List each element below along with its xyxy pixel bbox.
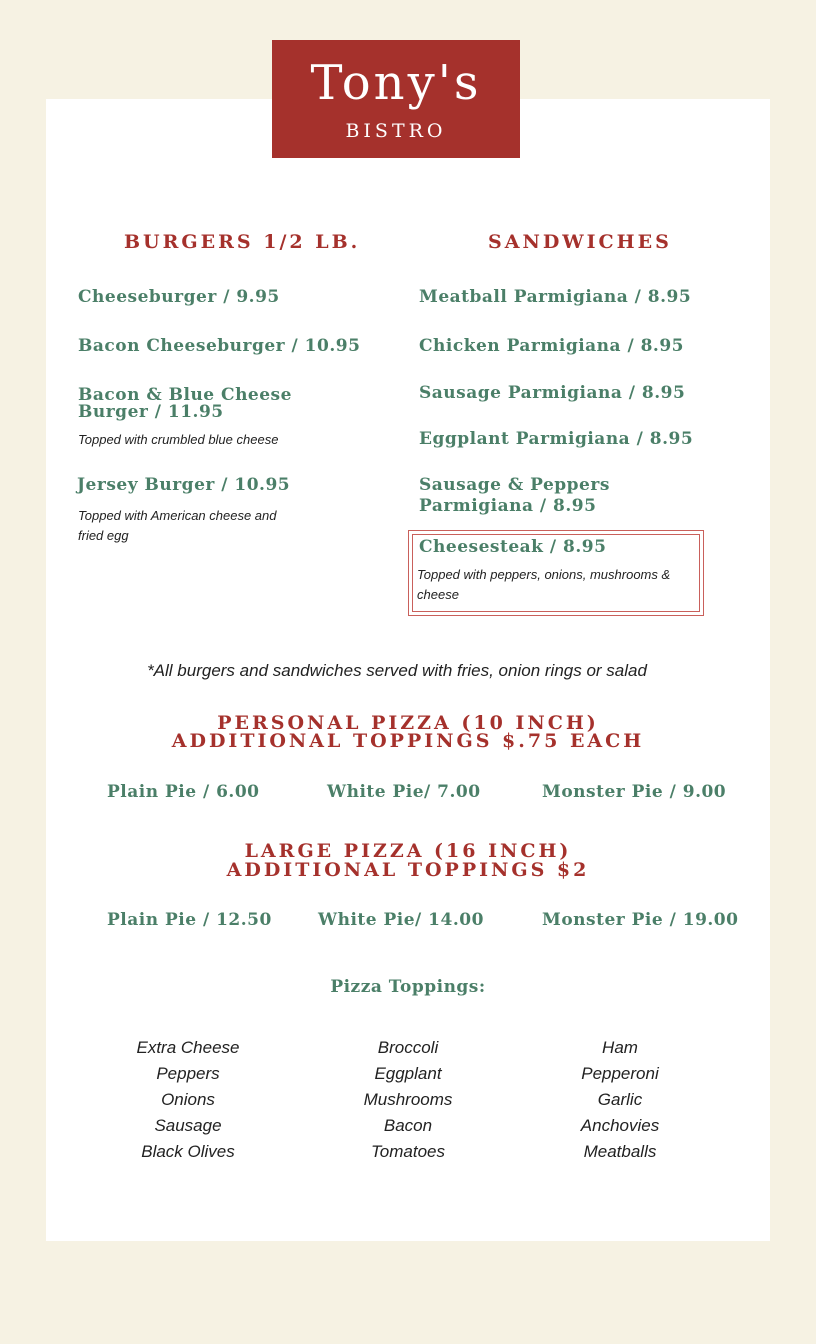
sandwiches-heading: SANDWICHES <box>488 231 672 253</box>
topping: Black Olives <box>141 1142 235 1161</box>
topping: Ham <box>602 1038 638 1057</box>
topping: Extra Cheese <box>136 1038 240 1057</box>
personal-pizza-item: Plain Pie / 6.00 <box>107 782 260 802</box>
sandwich-item: Sausage Parmigiana / 8.95 <box>419 383 686 403</box>
topping: Bacon <box>383 1116 433 1135</box>
restaurant-subtitle: BISTRO <box>345 120 447 142</box>
topping: Tomatoes <box>370 1142 446 1161</box>
sandwich-item: Parmigiana / 8.95 <box>419 496 597 516</box>
sandwich-description: Topped with peppers, onions, mushrooms & <box>417 567 671 582</box>
topping: Sausage <box>154 1116 222 1135</box>
sandwich-item: Eggplant Parmigiana / 8.95 <box>419 429 694 449</box>
toppings-column <box>88 1035 288 1165</box>
burgers-heading: BURGERS 1/2 LB. <box>124 231 361 253</box>
sandwich-item: Sausage & Peppers <box>419 475 610 495</box>
large-pizza-subheading: ADDITIONAL TOPPINGS $2 <box>226 859 590 881</box>
topping: Onions <box>161 1090 215 1109</box>
personal-pizza-item: White Pie/ 7.00 <box>327 782 481 802</box>
burger-description: fried egg <box>78 528 129 543</box>
burger-item: Bacon & Blue Cheese <box>78 385 292 405</box>
burger-item: Cheeseburger / 9.95 <box>78 287 280 307</box>
large-pizza-item: White Pie/ 14.00 <box>318 910 484 930</box>
personal-pizza-subheading: ADDITIONAL TOPPINGS $.75 EACH <box>171 730 645 752</box>
personal-pizza-item: Monster Pie / 9.00 <box>542 782 727 802</box>
restaurant-name: Tony's <box>310 55 482 111</box>
sandwich-description: cheese <box>417 587 459 602</box>
burger-description: Topped with crumbled blue cheese <box>78 432 279 447</box>
burger-item: Jersey Burger / 10.95 <box>77 475 291 495</box>
topping: Mushrooms <box>363 1090 453 1109</box>
burger-description: Topped with American cheese and <box>78 508 277 523</box>
toppings-column <box>308 1035 508 1165</box>
large-pizza-heading: LARGE PIZZA (16 INCH) <box>244 840 572 862</box>
topping: Garlic <box>597 1090 643 1109</box>
topping: Peppers <box>156 1064 220 1083</box>
large-pizza-item: Plain Pie / 12.50 <box>107 910 272 930</box>
topping: Broccoli <box>377 1038 439 1057</box>
sandwich-item: Chicken Parmigiana / 8.95 <box>419 336 685 356</box>
topping: Eggplant <box>374 1064 442 1083</box>
sandwich-item: Cheesesteak / 8.95 <box>419 537 607 557</box>
topping: Meatballs <box>583 1142 657 1161</box>
topping: Pepperoni <box>581 1064 659 1083</box>
topping: Anchovies <box>580 1116 660 1135</box>
toppings-column <box>520 1035 720 1165</box>
sides-note: *All burgers and sandwiches served with fries, onion rings or salad <box>147 661 647 680</box>
burger-item: Burger / 11.95 <box>78 402 224 422</box>
header-banner <box>272 40 520 158</box>
sandwich-item: Meatball Parmigiana / 8.95 <box>419 287 692 307</box>
burger-item: Bacon Cheeseburger / 10.95 <box>78 336 361 356</box>
large-pizza-item: Monster Pie / 19.00 <box>542 910 739 930</box>
toppings-heading: Pizza Toppings: <box>330 977 486 997</box>
personal-pizza-heading: PERSONAL PIZZA (10 INCH) <box>217 712 599 734</box>
